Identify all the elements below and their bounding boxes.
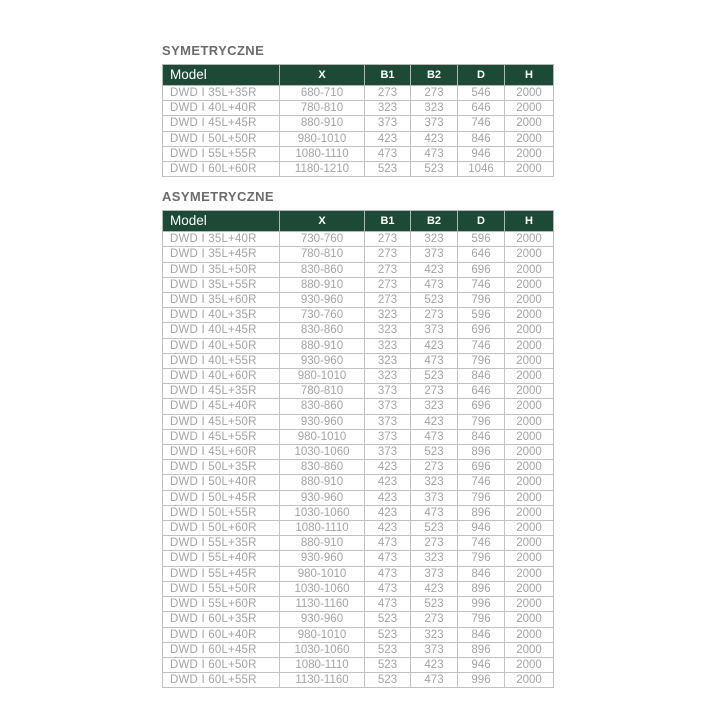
value-cell: 1080-1110 <box>280 521 365 536</box>
column-header-x: X <box>280 65 365 86</box>
value-cell: 2000 <box>505 323 554 338</box>
value-cell: 2000 <box>505 536 554 551</box>
table-row <box>163 293 554 308</box>
value-cell: 2000 <box>505 353 554 368</box>
symetryczne-table-body <box>163 86 554 177</box>
table-row <box>163 475 554 490</box>
value-cell: 323 <box>411 399 458 414</box>
value-cell: 523 <box>365 642 411 657</box>
value-cell: 1030-1060 <box>280 642 365 657</box>
model-cell: DWD I 40L+35R <box>163 308 280 323</box>
model-cell: DWD I 60L+50R <box>163 657 280 672</box>
value-cell: 473 <box>411 429 458 444</box>
value-cell: 2000 <box>505 369 554 384</box>
value-cell: 2000 <box>505 277 554 292</box>
value-cell: 373 <box>411 642 458 657</box>
value-cell: 373 <box>365 399 411 414</box>
table-row <box>163 445 554 460</box>
value-cell: 373 <box>365 429 411 444</box>
value-cell: 2000 <box>505 131 554 146</box>
table-row <box>163 657 554 672</box>
table-row <box>163 612 554 627</box>
value-cell: 523 <box>411 597 458 612</box>
value-cell: 473 <box>365 146 411 161</box>
value-cell: 373 <box>411 490 458 505</box>
value-cell: 473 <box>411 505 458 520</box>
table-row <box>163 277 554 292</box>
value-cell: 2000 <box>505 612 554 627</box>
value-cell: 373 <box>411 323 458 338</box>
model-cell: DWD I 35L+40R <box>163 232 280 247</box>
value-cell: 930-960 <box>280 353 365 368</box>
value-cell: 796 <box>458 414 505 429</box>
value-cell: 2000 <box>505 673 554 688</box>
value-cell: 796 <box>458 353 505 368</box>
value-cell: 996 <box>458 597 505 612</box>
value-cell: 2000 <box>505 338 554 353</box>
model-cell: DWD I 40L+45R <box>163 323 280 338</box>
value-cell: 730-760 <box>280 232 365 247</box>
value-cell: 273 <box>365 262 411 277</box>
model-cell: DWD I 40L+40R <box>163 101 280 116</box>
value-cell: 423 <box>411 338 458 353</box>
table-row <box>163 627 554 642</box>
model-cell: DWD I 60L+35R <box>163 612 280 627</box>
table-row <box>163 86 554 101</box>
value-cell: 323 <box>411 551 458 566</box>
value-cell: 473 <box>365 536 411 551</box>
value-cell: 2000 <box>505 262 554 277</box>
symetryczne-title: SYMETRYCZNE <box>162 43 265 58</box>
value-cell: 523 <box>411 162 458 177</box>
model-cell: DWD I 35L+60R <box>163 293 280 308</box>
column-header-b1: B1 <box>365 211 411 232</box>
value-cell: 896 <box>458 642 505 657</box>
table-row <box>163 429 554 444</box>
value-cell: 373 <box>365 116 411 131</box>
table-row <box>163 505 554 520</box>
value-cell: 846 <box>458 369 505 384</box>
model-cell: DWD I 50L+55R <box>163 505 280 520</box>
table-row <box>163 232 554 247</box>
value-cell: 373 <box>365 384 411 399</box>
table-row <box>163 551 554 566</box>
table-row <box>163 673 554 688</box>
value-cell: 830-860 <box>280 323 365 338</box>
value-cell: 323 <box>365 353 411 368</box>
value-cell: 523 <box>365 162 411 177</box>
model-cell: DWD I 45L+50R <box>163 414 280 429</box>
model-cell: DWD I 35L+45R <box>163 247 280 262</box>
model-cell: DWD I 45L+35R <box>163 384 280 399</box>
value-cell: 896 <box>458 581 505 596</box>
value-cell: 646 <box>458 247 505 262</box>
value-cell: 980-1010 <box>280 429 365 444</box>
value-cell: 746 <box>458 536 505 551</box>
table-row <box>163 308 554 323</box>
model-cell: DWD I 50L+60R <box>163 521 280 536</box>
model-cell: DWD I 50L+40R <box>163 475 280 490</box>
model-cell: DWD I 35L+35R <box>163 86 280 101</box>
table-row <box>163 521 554 536</box>
value-cell: 730-760 <box>280 308 365 323</box>
value-cell: 2000 <box>505 597 554 612</box>
value-cell: 680-710 <box>280 86 365 101</box>
value-cell: 2000 <box>505 162 554 177</box>
model-cell: DWD I 55L+55R <box>163 146 280 161</box>
value-cell: 2000 <box>505 247 554 262</box>
table-row <box>163 101 554 116</box>
model-cell: DWD I 50L+35R <box>163 460 280 475</box>
table-row <box>163 536 554 551</box>
value-cell: 423 <box>365 460 411 475</box>
table-row <box>163 369 554 384</box>
value-cell: 273 <box>411 460 458 475</box>
value-cell: 646 <box>458 101 505 116</box>
value-cell: 596 <box>458 232 505 247</box>
model-cell: DWD I 35L+55R <box>163 277 280 292</box>
model-cell: DWD I 55L+45R <box>163 566 280 581</box>
table-row <box>163 131 554 146</box>
value-cell: 273 <box>411 612 458 627</box>
value-cell: 930-960 <box>280 414 365 429</box>
value-cell: 423 <box>365 490 411 505</box>
model-cell: DWD I 45L+40R <box>163 399 280 414</box>
model-cell: DWD I 45L+45R <box>163 116 280 131</box>
table-row <box>163 162 554 177</box>
value-cell: 1180-1210 <box>280 162 365 177</box>
value-cell: 796 <box>458 612 505 627</box>
value-cell: 2000 <box>505 460 554 475</box>
value-cell: 373 <box>411 116 458 131</box>
value-cell: 2000 <box>505 521 554 536</box>
column-header-b1: B1 <box>365 65 411 86</box>
value-cell: 696 <box>458 262 505 277</box>
value-cell: 273 <box>411 536 458 551</box>
value-cell: 930-960 <box>280 612 365 627</box>
value-cell: 273 <box>411 308 458 323</box>
value-cell: 980-1010 <box>280 627 365 642</box>
value-cell: 1030-1060 <box>280 581 365 596</box>
value-cell: 1130-1160 <box>280 673 365 688</box>
value-cell: 946 <box>458 657 505 672</box>
column-header-b2: B2 <box>411 211 458 232</box>
value-cell: 2000 <box>505 551 554 566</box>
value-cell: 780-810 <box>280 384 365 399</box>
value-cell: 1030-1060 <box>280 505 365 520</box>
value-cell: 373 <box>365 445 411 460</box>
value-cell: 1030-1060 <box>280 445 365 460</box>
column-header-model: Model <box>163 65 280 86</box>
column-header-d: D <box>458 211 505 232</box>
value-cell: 880-910 <box>280 338 365 353</box>
value-cell: 746 <box>458 277 505 292</box>
value-cell: 423 <box>365 475 411 490</box>
table-row <box>163 597 554 612</box>
model-cell: DWD I 60L+60R <box>163 162 280 177</box>
model-cell: DWD I 50L+50R <box>163 131 280 146</box>
value-cell: 946 <box>458 146 505 161</box>
model-cell: DWD I 55L+35R <box>163 536 280 551</box>
value-cell: 323 <box>365 101 411 116</box>
table-row <box>163 116 554 131</box>
table-row <box>163 384 554 399</box>
symetryczne-table-header <box>163 65 554 86</box>
asymetryczne-section <box>162 189 553 688</box>
table-row <box>163 399 554 414</box>
value-cell: 323 <box>411 232 458 247</box>
value-cell: 1080-1110 <box>280 657 365 672</box>
value-cell: 696 <box>458 460 505 475</box>
value-cell: 746 <box>458 338 505 353</box>
value-cell: 323 <box>411 475 458 490</box>
value-cell: 2000 <box>505 414 554 429</box>
value-cell: 523 <box>411 445 458 460</box>
value-cell: 423 <box>411 414 458 429</box>
asymetryczne-table-header <box>163 211 554 232</box>
value-cell: 880-910 <box>280 277 365 292</box>
value-cell: 2000 <box>505 86 554 101</box>
value-cell: 523 <box>411 293 458 308</box>
table-row <box>163 642 554 657</box>
column-header-x: X <box>280 211 365 232</box>
symetryczne-section <box>162 43 553 177</box>
value-cell: 323 <box>365 338 411 353</box>
value-cell: 2000 <box>505 429 554 444</box>
model-cell: DWD I 45L+60R <box>163 445 280 460</box>
value-cell: 323 <box>365 308 411 323</box>
value-cell: 880-910 <box>280 116 365 131</box>
value-cell: 423 <box>411 581 458 596</box>
value-cell: 930-960 <box>280 551 365 566</box>
value-cell: 996 <box>458 673 505 688</box>
value-cell: 896 <box>458 505 505 520</box>
model-cell: DWD I 60L+45R <box>163 642 280 657</box>
value-cell: 2000 <box>505 399 554 414</box>
value-cell: 780-810 <box>280 101 365 116</box>
value-cell: 596 <box>458 308 505 323</box>
value-cell: 930-960 <box>280 293 365 308</box>
value-cell: 2000 <box>505 581 554 596</box>
value-cell: 2000 <box>505 445 554 460</box>
value-cell: 846 <box>458 627 505 642</box>
value-cell: 2000 <box>505 627 554 642</box>
value-cell: 2000 <box>505 146 554 161</box>
model-cell: DWD I 55L+60R <box>163 597 280 612</box>
value-cell: 2000 <box>505 475 554 490</box>
value-cell: 323 <box>411 101 458 116</box>
value-cell: 2000 <box>505 308 554 323</box>
value-cell: 2000 <box>505 642 554 657</box>
column-header-model: Model <box>163 211 280 232</box>
value-cell: 423 <box>365 505 411 520</box>
value-cell: 523 <box>365 657 411 672</box>
value-cell: 946 <box>458 521 505 536</box>
table-row <box>163 247 554 262</box>
value-cell: 880-910 <box>280 536 365 551</box>
model-cell: DWD I 60L+55R <box>163 673 280 688</box>
model-cell: DWD I 40L+55R <box>163 353 280 368</box>
value-cell: 523 <box>365 673 411 688</box>
column-header-d: D <box>458 65 505 86</box>
value-cell: 830-860 <box>280 262 365 277</box>
table-row <box>163 581 554 596</box>
model-cell: DWD I 60L+40R <box>163 627 280 642</box>
value-cell: 930-960 <box>280 490 365 505</box>
asymetryczne-table <box>162 210 554 688</box>
value-cell: 2000 <box>505 116 554 131</box>
value-cell: 473 <box>411 673 458 688</box>
value-cell: 473 <box>365 597 411 612</box>
value-cell: 373 <box>411 247 458 262</box>
table-row <box>163 338 554 353</box>
column-header-b2: B2 <box>411 65 458 86</box>
model-cell: DWD I 50L+45R <box>163 490 280 505</box>
spec-tables-content <box>162 43 553 688</box>
value-cell: 273 <box>411 384 458 399</box>
value-cell: 523 <box>411 369 458 384</box>
value-cell: 523 <box>365 612 411 627</box>
value-cell: 2000 <box>505 566 554 581</box>
value-cell: 646 <box>458 384 505 399</box>
value-cell: 273 <box>365 232 411 247</box>
value-cell: 780-810 <box>280 247 365 262</box>
value-cell: 323 <box>365 369 411 384</box>
table-row <box>163 323 554 338</box>
value-cell: 546 <box>458 86 505 101</box>
value-cell: 2000 <box>505 490 554 505</box>
model-cell: DWD I 40L+50R <box>163 338 280 353</box>
value-cell: 2000 <box>505 101 554 116</box>
column-header-h: H <box>505 211 554 232</box>
value-cell: 830-860 <box>280 460 365 475</box>
value-cell: 523 <box>411 521 458 536</box>
value-cell: 1080-1110 <box>280 146 365 161</box>
value-cell: 896 <box>458 445 505 460</box>
value-cell: 473 <box>365 551 411 566</box>
value-cell: 980-1010 <box>280 131 365 146</box>
value-cell: 373 <box>411 566 458 581</box>
value-cell: 746 <box>458 475 505 490</box>
value-cell: 423 <box>365 131 411 146</box>
value-cell: 880-910 <box>280 475 365 490</box>
value-cell: 323 <box>411 627 458 642</box>
value-cell: 1046 <box>458 162 505 177</box>
model-cell: DWD I 55L+40R <box>163 551 280 566</box>
value-cell: 980-1010 <box>280 369 365 384</box>
value-cell: 2000 <box>505 384 554 399</box>
asymetryczne-title: ASYMETRYCZNE <box>162 189 274 205</box>
value-cell: 846 <box>458 429 505 444</box>
table-row <box>163 262 554 277</box>
value-cell: 273 <box>365 293 411 308</box>
model-cell: DWD I 45L+55R <box>163 429 280 444</box>
value-cell: 846 <box>458 566 505 581</box>
table-row <box>163 353 554 368</box>
table-row <box>163 146 554 161</box>
asymetryczne-table-body <box>163 232 554 688</box>
value-cell: 523 <box>365 627 411 642</box>
value-cell: 2000 <box>505 232 554 247</box>
value-cell: 273 <box>365 277 411 292</box>
value-cell: 473 <box>411 146 458 161</box>
table-row <box>163 566 554 581</box>
header-row <box>163 65 554 86</box>
value-cell: 2000 <box>505 505 554 520</box>
value-cell: 696 <box>458 399 505 414</box>
value-cell: 423 <box>411 262 458 277</box>
value-cell: 796 <box>458 551 505 566</box>
value-cell: 473 <box>365 581 411 596</box>
value-cell: 696 <box>458 323 505 338</box>
value-cell: 273 <box>411 86 458 101</box>
value-cell: 473 <box>365 566 411 581</box>
value-cell: 846 <box>458 131 505 146</box>
model-cell: DWD I 55L+50R <box>163 581 280 596</box>
value-cell: 373 <box>365 414 411 429</box>
value-cell: 423 <box>411 131 458 146</box>
value-cell: 2000 <box>505 293 554 308</box>
value-cell: 323 <box>365 323 411 338</box>
value-cell: 830-860 <box>280 399 365 414</box>
value-cell: 796 <box>458 293 505 308</box>
value-cell: 1130-1160 <box>280 597 365 612</box>
header-row <box>163 211 554 232</box>
value-cell: 473 <box>411 353 458 368</box>
value-cell: 273 <box>365 86 411 101</box>
table-row <box>163 460 554 475</box>
value-cell: 796 <box>458 490 505 505</box>
value-cell: 273 <box>365 247 411 262</box>
value-cell: 473 <box>411 277 458 292</box>
value-cell: 980-1010 <box>280 566 365 581</box>
symetryczne-table <box>162 64 554 177</box>
value-cell: 423 <box>411 657 458 672</box>
value-cell: 2000 <box>505 657 554 672</box>
table-row <box>163 490 554 505</box>
model-cell: DWD I 40L+60R <box>163 369 280 384</box>
table-row <box>163 414 554 429</box>
column-header-h: H <box>505 65 554 86</box>
model-cell: DWD I 35L+50R <box>163 262 280 277</box>
value-cell: 423 <box>365 521 411 536</box>
value-cell: 746 <box>458 116 505 131</box>
